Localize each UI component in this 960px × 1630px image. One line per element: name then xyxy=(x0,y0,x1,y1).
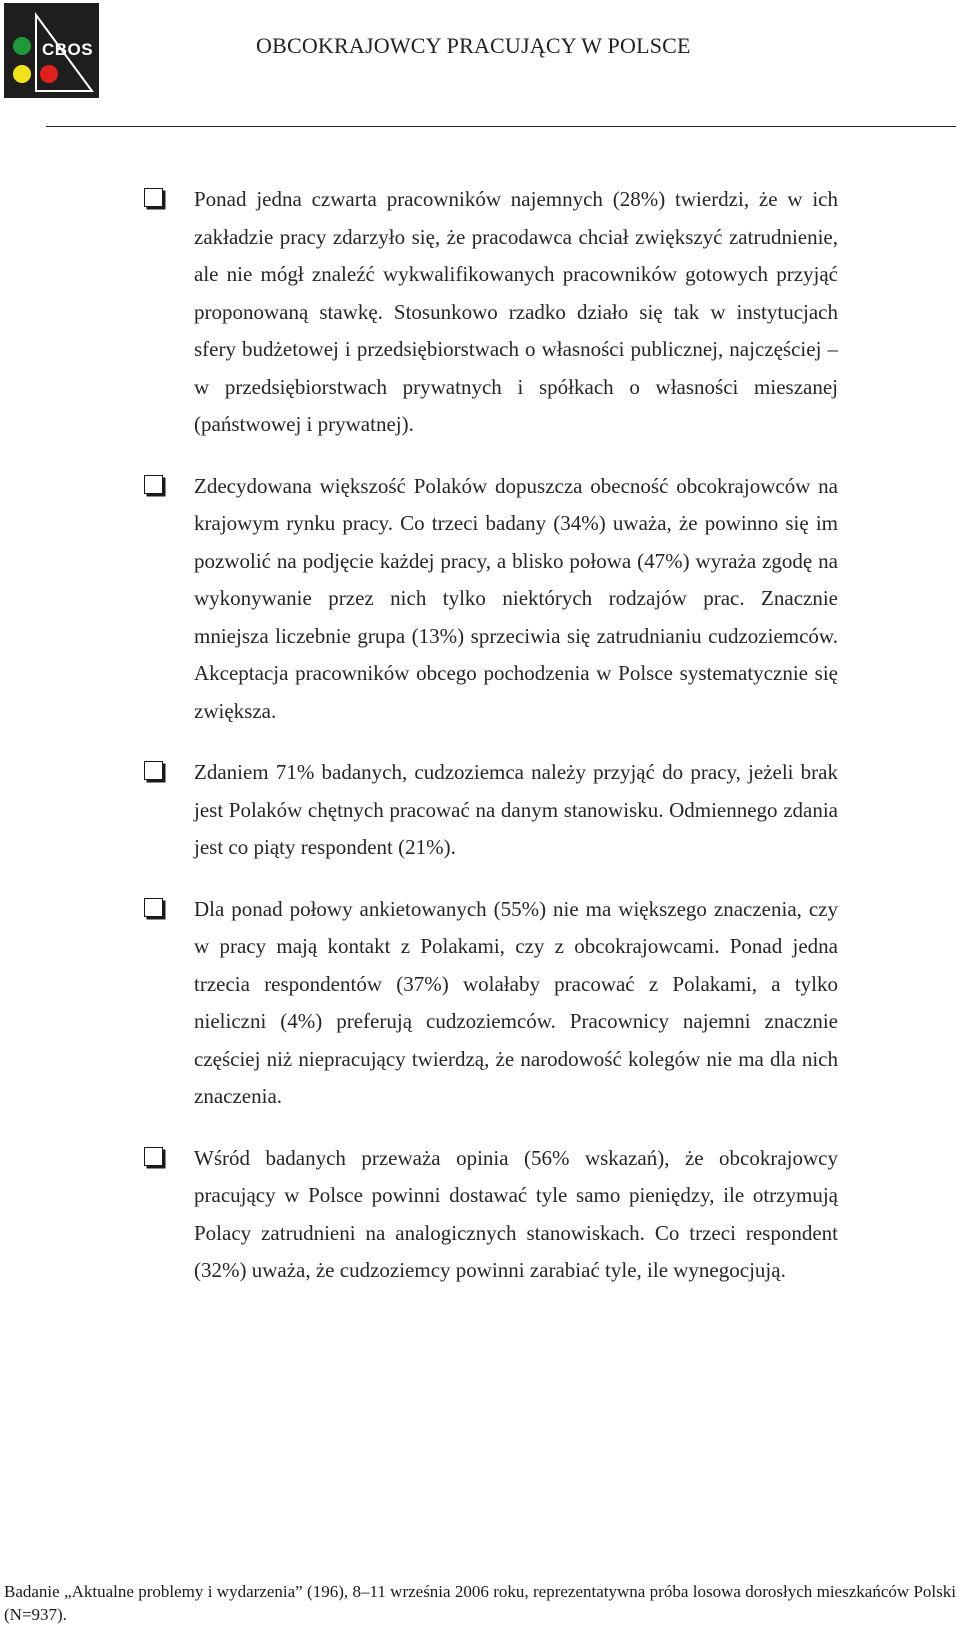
bullet-text: Dla ponad połowy ankietowanych (55%) nie ma większego znaczenia, czy w pracy mają kontakt z Polakami, czy z obcokrajowcami. Ponad jedna trzecia respondentów (37%) wolałaby pracować z Polakami, a tylko nieliczni (4%) preferują cudzoziemców. Pracownicy najemni znacznie częściej niż niepracujący twierdzą, że narodowość kolegów nie ma dla nich znaczenia. xyxy=(194,896,838,1108)
bullet-text: Ponad jedna czwarta pracowników najemnych (28%) twierdzi, że w ich zakładzie pracy zdarzyło się, że pracodawca chciał zwiększyć zatrudnienie, ale nie mógł znaleźć wykwalifikowanych pracowników gotowych przyjąć proponowaną stawkę. Stosunkowo rzadko działo się tak w instytucjach sfery budżetowej i przedsiębiorstwach o własności publicznej, najczęściej – w przedsiębiorstwach prywatnych i spółkach o własności mieszanej (państwowej i prywatnej). xyxy=(194,187,838,436)
footer-note: Badanie „Aktualne problemy i wydarzenia” (196), 8–11 września 2006 roku, reprezentatywna próba losowa dorosłych mieszkańców Polski (N=937). xyxy=(4,1582,956,1624)
red-dot-icon xyxy=(40,65,58,83)
checkbox-bullet-icon xyxy=(144,898,163,917)
checkbox-bullet-icon xyxy=(144,761,163,780)
green-dot-icon xyxy=(13,37,31,55)
bullet-item xyxy=(142,891,838,1116)
bullet-item xyxy=(142,181,838,444)
checkbox-bullet-icon xyxy=(144,188,163,207)
bullet-item xyxy=(142,754,838,867)
yellow-dot-icon xyxy=(13,65,31,83)
bullet-text: Wśród badanych przeważa opinia (56% wskazań), że obcokrajowcy pracujący w Polsce powinni dostawać tyle samo pieniędzy, ile otrzymują Polacy zatrudnieni na analogicznych stanowiskach. Co trzeci respondent (32%) uważa, że cudzoziemcy powinni zarabiać tyle, ile wynegocjują. xyxy=(194,1145,838,1282)
bullet-text: Zdecydowana większość Polaków dopuszcza obecność obcokrajowców na krajowym rynku pracy. Co trzeci badany (34%) uważa, że powinno się im pozwolić na podjęcie każdej pracy, a blisko połowa (47%) wyraża zgodę na wykonywanie przez nich tylko niektórych rodzajów prac. Znacznie mniejsza liczebnie grupa (13%) sprzeciwia się zatrudnianiu cudzoziemców. Akceptacja pracowników obcego pochodzenia w Polsce systematycznie się zwiększa. xyxy=(194,473,838,723)
page-title: OBCOKRAJOWCY PRACUJĄCY W POLSCE xyxy=(256,33,691,58)
checkbox-bullet-icon xyxy=(144,475,163,494)
bullet-list xyxy=(142,181,838,1314)
bullet-item xyxy=(142,468,838,731)
checkbox-bullet-icon xyxy=(144,1147,163,1166)
bullet-text: Zdaniem 71% badanych, cudzoziemca należy przyjąć do pracy, jeżeli brak jest Polaków chętnych pracować na danym stanowisku. Odmiennego zdania jest co piąty respondent (21%). xyxy=(194,760,838,859)
header-divider xyxy=(46,126,956,127)
cbos-logo xyxy=(4,3,99,98)
logo-text: CBOS xyxy=(42,40,94,59)
bullet-item xyxy=(142,1140,838,1290)
